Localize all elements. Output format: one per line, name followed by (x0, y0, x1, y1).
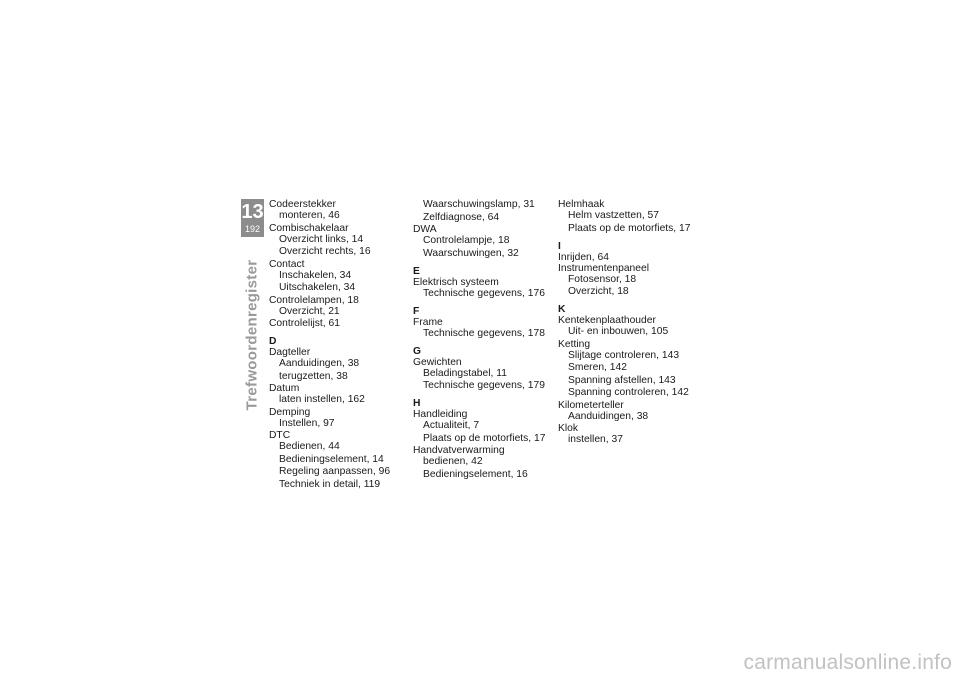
index-subentry: Overzicht, 21 (279, 305, 340, 317)
index-entry: Datum (269, 383, 300, 394)
index-entry: Handleiding (413, 409, 468, 420)
index-entry: Inrijden, 64 (558, 251, 609, 263)
index-subentry: Waarschuwingslamp, 31 (423, 199, 535, 210)
index-column-1 (269, 199, 419, 491)
index-entry: Controlelampen, 18 (269, 294, 359, 306)
index-subentry: Beladingstabel, 11 (423, 367, 507, 379)
index-subentry: Aanduidingen, 38 (279, 358, 360, 369)
index-subentry: Controlelampje, 18 (423, 235, 510, 246)
index-subentry: instellen, 37 (568, 434, 623, 445)
index-letter-heading: I (558, 240, 561, 252)
index-entry: DWA (413, 224, 437, 235)
index-subentry: terugzetten, 38 (279, 370, 348, 382)
index-entry: Dagteller (269, 347, 311, 358)
sidebar-title: Trefwoordenregister (243, 259, 261, 411)
index-entry: Ketting (558, 338, 591, 350)
chapter-tab (241, 199, 264, 237)
index-subentry: Inschakelen, 34 (279, 269, 352, 281)
index-entry: Demping (269, 406, 311, 418)
index-subentry: laten instellen, 162 (279, 394, 365, 405)
index-subentry: Actualiteit, 7 (423, 420, 480, 431)
index-entry: Gewichten (413, 356, 462, 368)
index-entry: Codeerstekker (269, 199, 336, 210)
index-subentry: Technische gegevens, 178 (423, 327, 545, 339)
page-number: 192 (244, 224, 261, 234)
index-subentry: Technische gegevens, 179 (423, 380, 545, 391)
index-subentry: Uit- en inbouwen, 105 (568, 326, 669, 337)
index-subentry: Overzicht links, 14 (279, 233, 364, 245)
index-subentry: Uitschakelen, 34 (279, 282, 356, 293)
index-subentry: Helm vastzetten, 57 (568, 210, 659, 221)
index-letter-heading: D (269, 336, 277, 347)
chapter-number: 13 (241, 201, 264, 223)
index-letter-heading: E (413, 265, 420, 277)
index-subentry: Aanduidingen, 38 (568, 410, 649, 422)
index-column-2 (413, 199, 563, 481)
index-entry: Instrumentenpaneel (558, 262, 650, 274)
index-subentry: Instellen, 97 (279, 417, 335, 429)
index-letter-heading: G (413, 345, 422, 357)
index-subentry: monteren, 46 (279, 210, 340, 221)
index-entry: Helmhaak (558, 199, 605, 210)
index-entry: Elektrisch systeem (413, 276, 499, 288)
index-column-3 (558, 199, 708, 447)
index-entry: Contact (269, 258, 305, 270)
index-subentry: Bedieningselement, 14 (279, 453, 384, 465)
index-subentry: Smeren, 142 (568, 362, 627, 373)
index-subentry: Spanning afstellen, 143 (568, 374, 676, 386)
index-letter-heading: F (413, 305, 420, 317)
index-subentry: Slijtage controleren, 143 (568, 349, 680, 361)
index-subentry: Overzicht rechts, 16 (279, 246, 371, 257)
index-subentry: Overzicht, 18 (568, 286, 629, 297)
index-entry: DTC (269, 430, 291, 441)
index-subentry: Technische gegevens, 176 (423, 287, 545, 299)
index-letter-heading: K (558, 304, 566, 315)
index-subentry: Waarschuwingen, 32 (423, 247, 519, 259)
index-subentry: Bedienen, 44 (279, 441, 340, 452)
index-subentry: Spanning controleren, 142 (568, 387, 689, 398)
index-subentry: Bedieningselement, 16 (423, 468, 528, 480)
index-subentry: Plaats op de motorfiets, 17 (423, 432, 546, 444)
index-subentry: Techniek in detail, 119 (279, 478, 381, 490)
index-subentry: Fotosensor, 18 (568, 273, 637, 285)
index-entry: Kilometerteller (558, 399, 624, 411)
index-subentry: Zelfdiagnose, 64 (423, 211, 500, 223)
index-entry: Frame (413, 316, 443, 328)
index-entry: Kentekenplaathouder (558, 315, 656, 326)
index-subentry: bedienen, 42 (423, 456, 483, 467)
index-letter-heading: H (413, 398, 421, 409)
watermark: carmanualsonline.info (743, 651, 952, 674)
index-entry: Handvatverwarming (413, 445, 505, 456)
index-entry: Combischakelaar (269, 222, 349, 234)
index-entry: Controlelijst, 61 (269, 318, 340, 329)
index-entry: Klok (558, 423, 579, 434)
index-subentry: Plaats op de motorfiets, 17 (568, 222, 691, 234)
index-subentry: Regeling aanpassen, 96 (279, 466, 391, 477)
